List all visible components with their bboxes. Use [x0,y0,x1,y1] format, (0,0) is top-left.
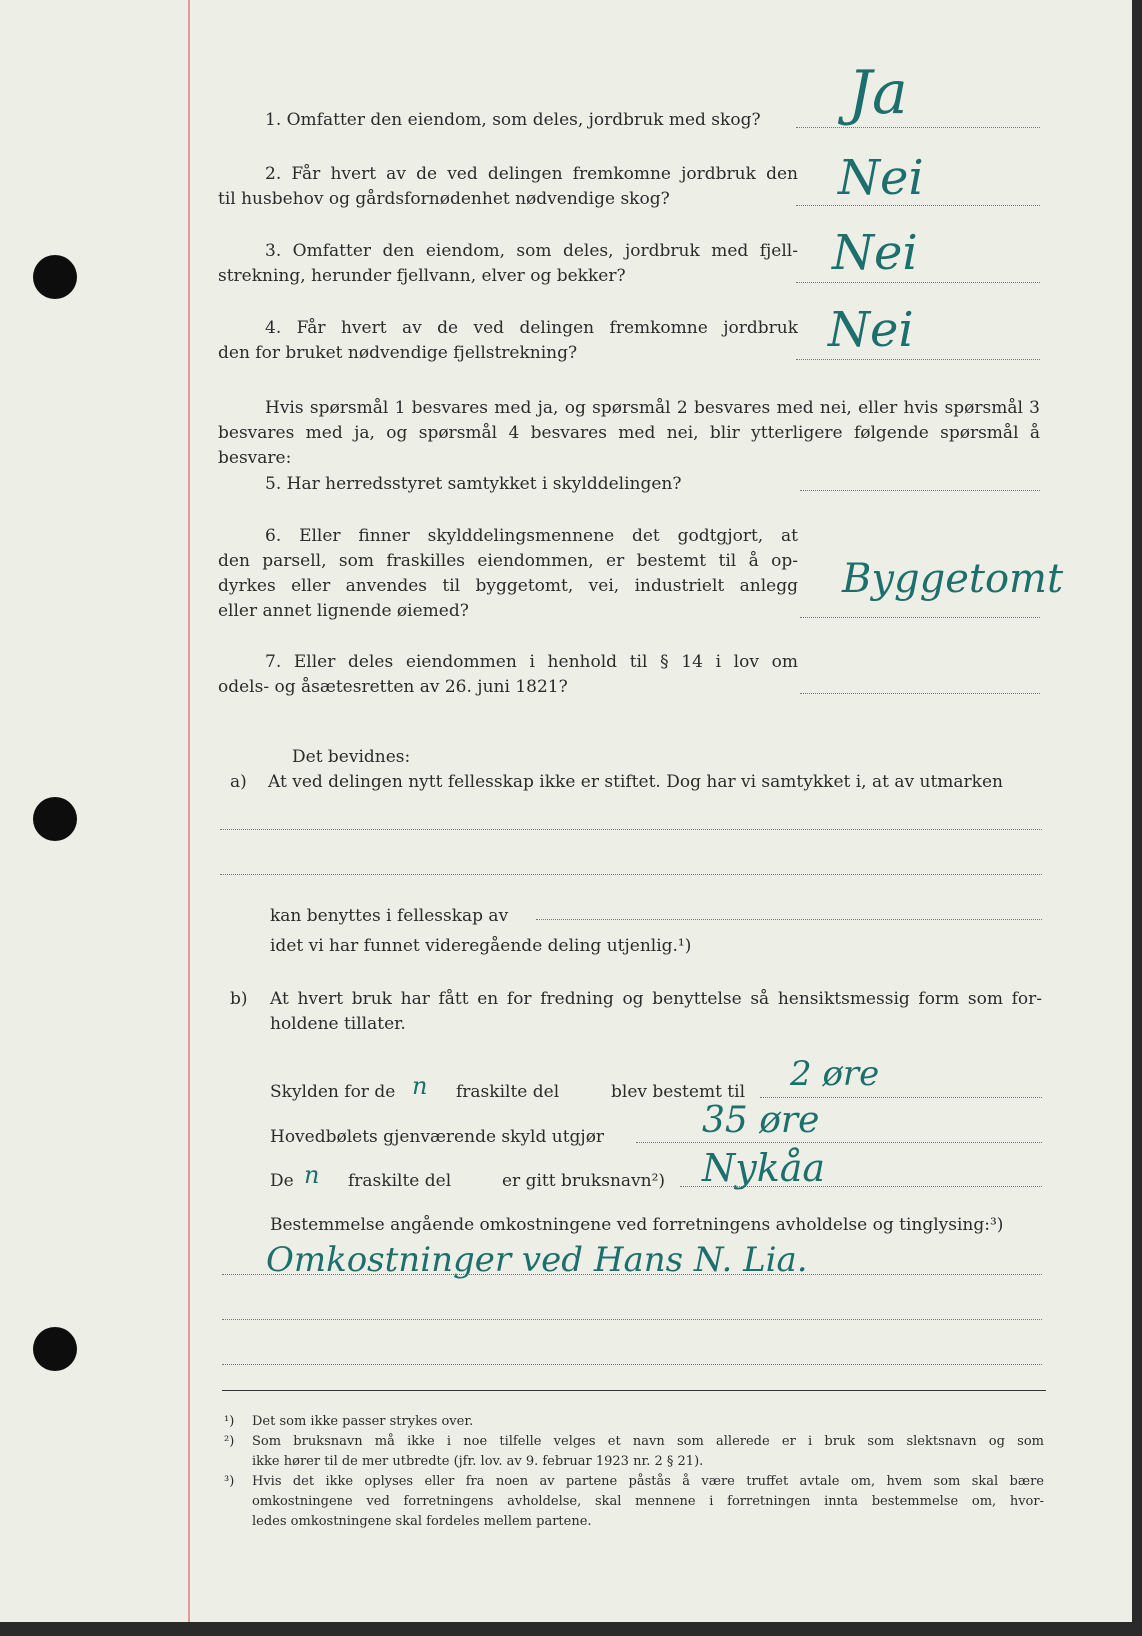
fill-line [222,1274,1042,1275]
bestemmelse-label: Bestemmelse angående omkostningene ved forretningens avholdelse og tinglysing:³) [270,1215,1004,1235]
footnote-2-mark: ²) [224,1434,235,1449]
footnote-1-mark: ¹) [224,1414,235,1429]
question-3-line2: strekning, herunder fjellvann, elver og bekker? [218,266,626,286]
footnote-1-text: Det som ikke passer strykes over. [252,1414,474,1429]
question-5: 5. Har herredsstyret samtykket i skylddelingen? [265,474,682,494]
item-b-line2: holdene tillater. [270,1014,406,1034]
fill-line [220,829,1042,830]
item-b-label: b) [230,989,248,1009]
fill-line [222,1364,1042,1365]
idet-text: idet vi har funnet videregående deling utjenlig.¹) [270,936,692,956]
bevidnes-heading: Det bevidnes: [292,747,411,767]
question-4-line2: den for bruket nødvendige fjellstrekning? [218,343,578,363]
fill-line [222,1319,1042,1320]
footnote-2-line1: Som bruksnavn må ikke i noe tilfelle velges et navn som allerede er i bruk som slektsnavn og som [252,1434,1044,1449]
bruksnavn-label-a: De [270,1171,294,1191]
kan-benyttes: kan benyttes i fellesskap av [270,906,509,926]
bestemmelse-answer-handwritten: Omkostninger ved Hans N. Lia. [266,1240,808,1280]
punch-hole [33,1327,77,1371]
answer-2-handwritten: Nei [838,150,924,206]
punch-hole [33,797,77,841]
fill-line [536,919,1042,920]
answer-6-handwritten: Byggetomt [842,556,1064,602]
question-6-line4: eller annet lignende øiemed? [218,601,469,621]
question-2-line1: 2. Får hvert av de ved delingen fremkomne jordbruk den [265,164,798,184]
answer-line [760,1097,1042,1098]
hovedbolet-answer-handwritten: 35 øre [702,1100,820,1141]
question-4-line1: 4. Får hvert av de ved delingen fremkomne jordbruk [265,318,798,338]
question-6-line1: 6. Eller finner skylddelingsmennene det godtgjort, at [265,526,798,546]
answer-line [796,282,1040,283]
struck-letter-handwritten: n [304,1161,320,1189]
footnote-separator [222,1390,1046,1391]
question-1: 1. Omfatter den eiendom, som deles, jordbruk med skog? [265,110,761,130]
answer-line [796,359,1040,360]
skylden-label-b: fraskilte del [456,1082,560,1102]
struck-letter-handwritten: n [412,1072,428,1100]
skylden-label-c: blev bestemt til [611,1082,746,1102]
footnote-2-line2: ikke hører til de mer utbredte (jfr. lov. av 9. februar 1923 nr. 2 § 21). [252,1454,704,1469]
answer-1-handwritten: Ja [848,58,908,128]
item-b-line1: At hvert bruk har fått en for fredning og benyttelse så hensiktsmessig form som for- [270,989,1042,1009]
footnote-3-line1: Hvis det ikke oplyses eller fra noen av partene påstås å være truffet avtale om, hvem som skal bære [252,1474,1044,1489]
answer-3-handwritten: Nei [832,225,918,281]
question-6-line2: den parsell, som fraskilles eiendommen, er bestemt til å op- [218,551,798,571]
question-2-line2: til husbehov og gårdsfornødenhet nødvendige skog? [218,189,670,209]
fill-line [220,874,1042,875]
question-7-line1: 7. Eller deles eiendommen i henhold til § 14 i lov om [265,652,798,672]
item-a-label: a) [230,772,247,792]
bruksnavn-label-c: er gitt bruksnavn²) [502,1171,666,1191]
footnote-3-line3: ledes omkostningene skal fordeles mellem partene. [252,1514,592,1529]
footnote-3-mark: ³) [224,1474,235,1489]
skylden-label-a: Skylden for de [270,1082,396,1102]
condition-line2: besvares med ja, og spørsmål 4 besvares med nei, blir ytterligere følgende spørsmål å besvare: [218,423,1040,468]
answer-line [800,617,1040,618]
bruksnavn-label-b: fraskilte del [348,1171,452,1191]
condition-line1: Hvis spørsmål 1 besvares med ja, og spørsmål 2 besvares med nei, eller hvis spørsmål 3 [265,398,1040,418]
skylden-answer-handwritten: 2 øre [790,1054,880,1094]
margin-line [188,0,190,1622]
answer-line [800,693,1040,694]
bruksnavn-answer-handwritten: Nykåa [702,1146,826,1190]
item-a-text: At ved delingen nytt fellesskap ikke er stiftet. Dog har vi samtykket i, at av utmarken [268,772,1003,792]
question-6-line3: dyrkes eller anvendes til byggetomt, vei, industrielt anlegg [218,576,798,596]
footnote-3-line2: omkostningene ved forretningens avholdelse, skal mennene i forretningen innta bestemmelse om, hvor- [252,1494,1044,1509]
answer-4-handwritten: Nei [828,302,914,358]
hovedbolet-label: Hovedbølets gjenværende skyld utgjør [270,1127,605,1147]
punch-hole [33,255,77,299]
answer-line [796,127,1040,128]
question-3-line1: 3. Omfatter den eiendom, som deles, jordbruk med fjell- [265,241,798,261]
answer-line [636,1142,1042,1143]
question-7-line2: odels- og åsætesretten av 26. juni 1821? [218,677,568,697]
answer-line [800,490,1040,491]
